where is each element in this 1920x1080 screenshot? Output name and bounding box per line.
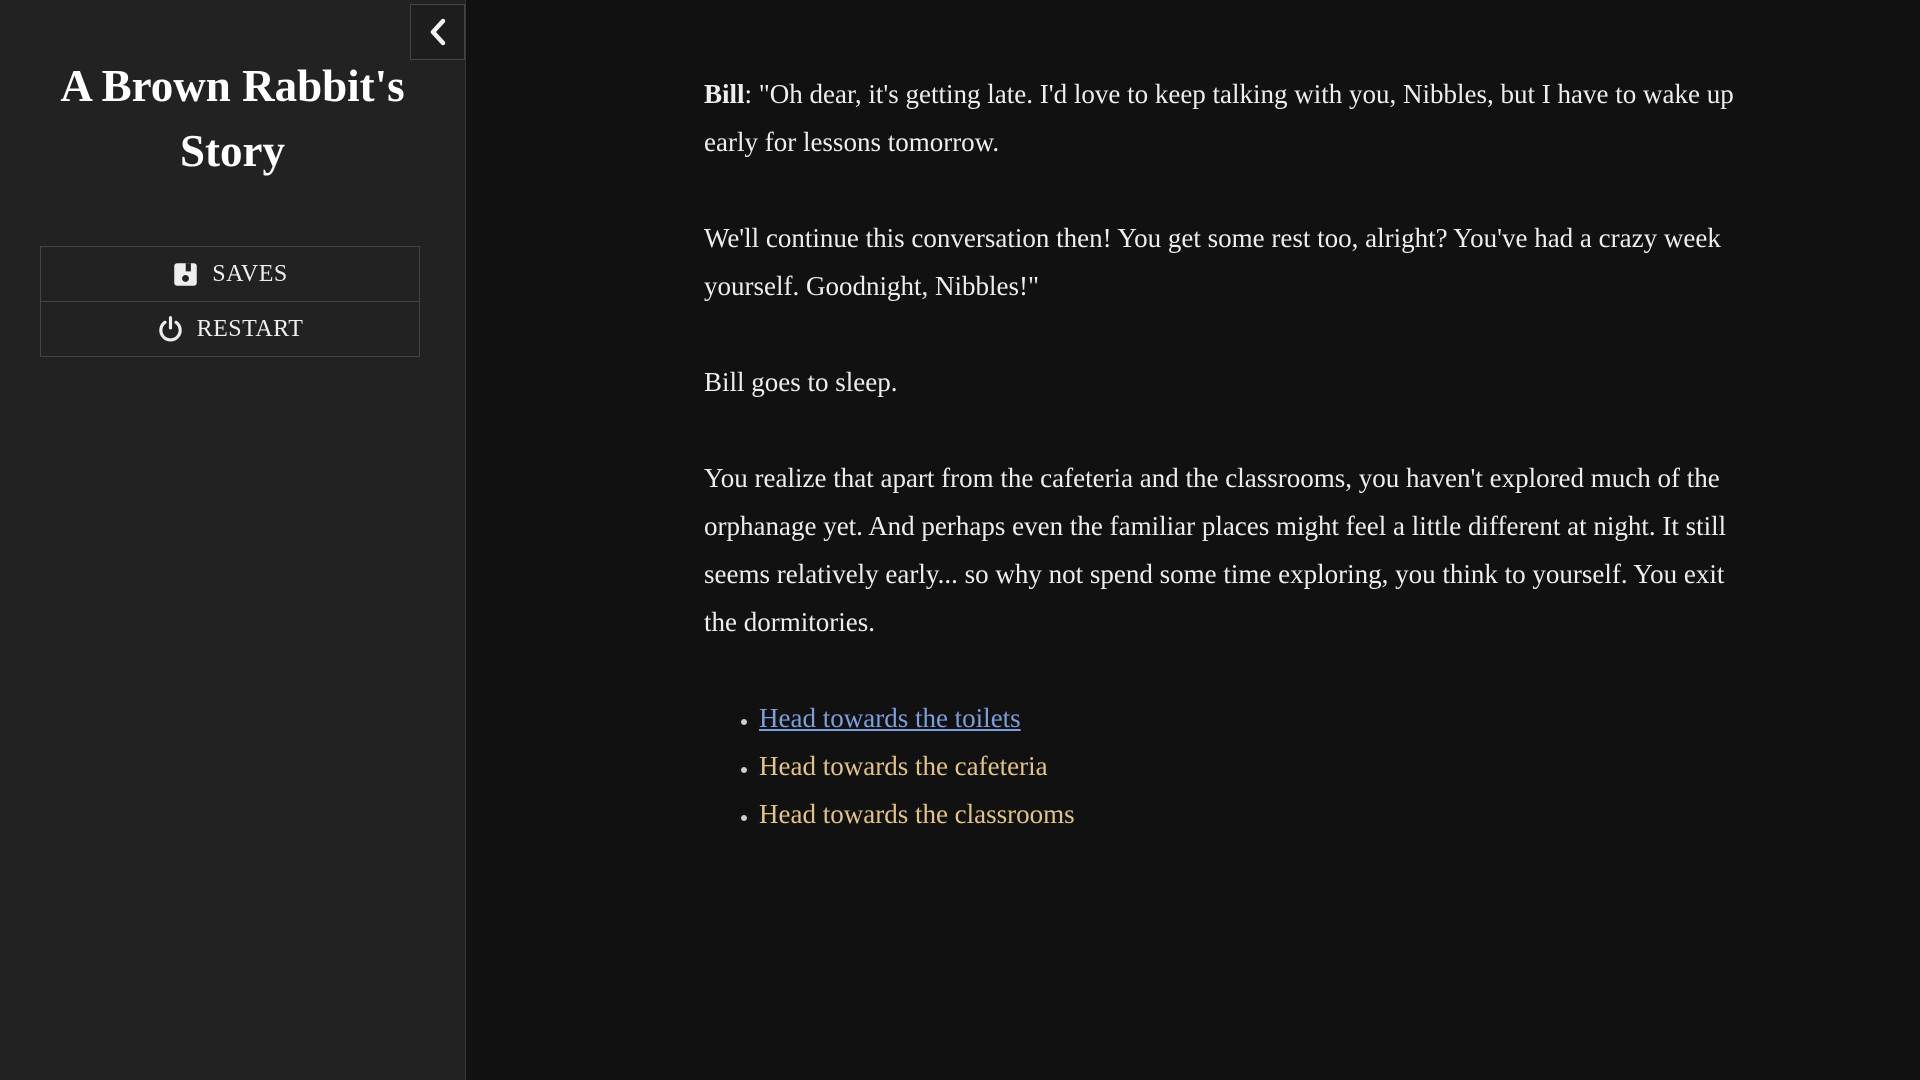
paragraph-narration-1: Bill goes to sleep.	[704, 367, 898, 397]
speaker-name: Bill	[704, 79, 745, 109]
restart-button[interactable]	[40, 301, 420, 357]
choice-link-cafeteria[interactable]: Head towards the cafeteria	[759, 751, 1048, 781]
story-title	[0, 54, 465, 184]
power-icon	[157, 316, 184, 343]
passage	[467, 0, 1920, 838]
choice-item	[759, 742, 1860, 790]
choice-link-classrooms[interactable]: Head towards the classrooms	[759, 799, 1075, 829]
story-title-line1: A Brown Rabbit's	[60, 61, 405, 111]
saves-button[interactable]	[40, 246, 420, 302]
choice-item	[759, 694, 1860, 742]
paragraph-1-text: : "Oh dear, it's getting late. I'd love to keep talking with you, Nibbles, but I have to wake up early for lessons tomorrow.	[704, 79, 1734, 157]
choice-item	[759, 790, 1860, 838]
sidebar	[0, 0, 466, 1080]
saves-button-label: SAVES	[212, 260, 288, 287]
paragraph-bill-dialogue-2: We'll continue this conversation then! You get some rest too, alright? You've had a crazy week yourself. Goodnight, Nibbles!"	[704, 223, 1721, 301]
sidebar-menu	[40, 246, 420, 357]
paragraph-narration-2: You realize that apart from the cafeteria and the classrooms, you haven't explored much of the orphanage yet. And perhaps even the familiar places might feel a little different at night. It still seems relatively early... so why not spend some time exploring, you think to yourself. You exit the dormitories.	[704, 463, 1727, 637]
choice-link-toilets[interactable]: Head towards the toilets	[759, 703, 1021, 733]
paragraph-bill-dialogue-1	[704, 70, 1744, 166]
choice-list	[704, 694, 1860, 838]
restart-button-label: RESTART	[196, 315, 304, 342]
story-title-line2: Story	[180, 126, 285, 176]
floppy-disk-icon	[172, 261, 199, 288]
chevron-left-icon	[425, 17, 451, 47]
sidebar-toggle-button[interactable]	[410, 4, 465, 60]
